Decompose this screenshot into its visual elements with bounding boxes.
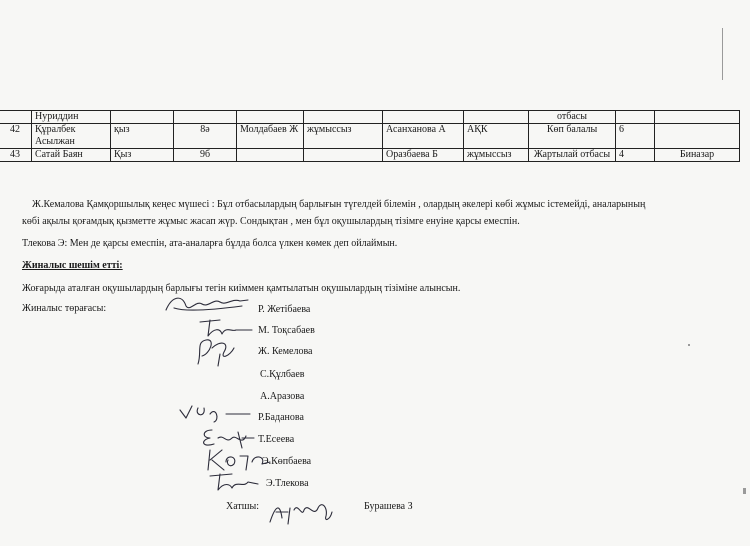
table-cell-reason: отбасы xyxy=(529,111,616,124)
member-name: С.Құлбаев xyxy=(260,369,305,380)
table-cell-count: 4 xyxy=(616,149,655,162)
students-table xyxy=(0,110,740,162)
member-name: М. Тоқсабаев xyxy=(258,325,315,336)
table-cell-teacher: Оразбаева Б xyxy=(383,149,464,162)
signature-badanova xyxy=(176,402,256,426)
table-cell-status xyxy=(304,149,383,162)
member-name: Э.Көпбаева xyxy=(262,456,312,467)
table-row xyxy=(0,111,740,124)
table-cell-status xyxy=(304,111,383,124)
table-cell-note xyxy=(655,124,740,149)
table-cell-gender xyxy=(111,111,174,124)
table-cell-note: Биназар xyxy=(655,149,740,162)
table-cell-gender: Қыз xyxy=(111,149,174,162)
table-cell-note xyxy=(655,111,740,124)
table-row xyxy=(0,124,740,149)
table-cell-grade: 8ә xyxy=(174,124,237,149)
table-cell-name: Нуриддин xyxy=(32,111,111,124)
member-name: Ж. Кемелова xyxy=(258,346,313,357)
table-cell-name: Құралбек Асылжан xyxy=(32,124,111,149)
page-edge-dot xyxy=(688,344,690,346)
decision-text: Жоғарыда аталған оқушылардың барлығы тегін киіммен қамтылатын оқушылардың тізіміне алынсын. xyxy=(22,283,461,294)
table-cell-grade: 9б xyxy=(174,149,237,162)
table-cell-parent xyxy=(237,149,304,162)
table-cell-no: 43 xyxy=(0,149,32,162)
secretary-name: Бурашева З xyxy=(364,501,413,512)
table-cell-status: жұмыссыз xyxy=(304,124,383,149)
member-name: Т.Есеева xyxy=(258,434,295,445)
tlekova-statement: Тлекова Э: Мен де қарсы емеспін, ата-аналарға бұлда болса үлкен көмек деп ойлаймын. xyxy=(22,238,398,249)
table-cell-reason: Жартылай отбасы xyxy=(529,149,616,162)
secretary-label: Хатшы: xyxy=(226,501,259,512)
signature-kemelova xyxy=(190,334,240,368)
member-name: Р. Жетібаева xyxy=(258,304,311,315)
table-cell-no xyxy=(0,111,32,124)
table-cell-reason: Көп балалы xyxy=(529,124,616,149)
table-cell-count: 6 xyxy=(616,124,655,149)
table-cell-category: АҚК xyxy=(464,124,529,149)
table-cell-category xyxy=(464,111,529,124)
member-name: Э.Тлекова xyxy=(266,478,309,489)
signature-secretary xyxy=(266,498,336,526)
table-cell-name: Сатай Баян xyxy=(32,149,111,162)
page-edge-dot xyxy=(743,488,746,494)
table-cell-grade xyxy=(174,111,237,124)
signature-chair xyxy=(162,292,252,318)
page-edge-line xyxy=(722,28,723,80)
signature-tlekova xyxy=(206,470,262,494)
table-cell-teacher: Асанханова А xyxy=(383,124,464,149)
table-cell-no: 42 xyxy=(0,124,32,149)
member-name: А.Аразова xyxy=(260,391,305,402)
table-cell-parent xyxy=(237,111,304,124)
table-cell-count xyxy=(616,111,655,124)
table-cell-gender: қыз xyxy=(111,124,174,149)
kemalova-statement: Ж.Кемалова Қамқоршылық кеңес мүшесі : Бұл отбасылардың барлығын түгелдей білемін , олардың әкелері көбі жұмыс істемейді, аналарының көбі ақылы қоғамдық қызметте жұмыс жасап жүр. Сондықтан , мен бұл оқушылардың тізімге енуіне қарсы емеспін. xyxy=(22,199,646,227)
chair-label: Жиналыс төрағасы: xyxy=(22,303,107,314)
member-name: Р.Баданова xyxy=(258,412,304,423)
table-cell-category: жұмыссыз xyxy=(464,149,529,162)
decision-heading: Жиналыс шешім етті: xyxy=(22,260,123,271)
table-cell-teacher xyxy=(383,111,464,124)
table-row xyxy=(0,149,740,162)
table-cell-parent: Молдабаев Ж xyxy=(237,124,304,149)
